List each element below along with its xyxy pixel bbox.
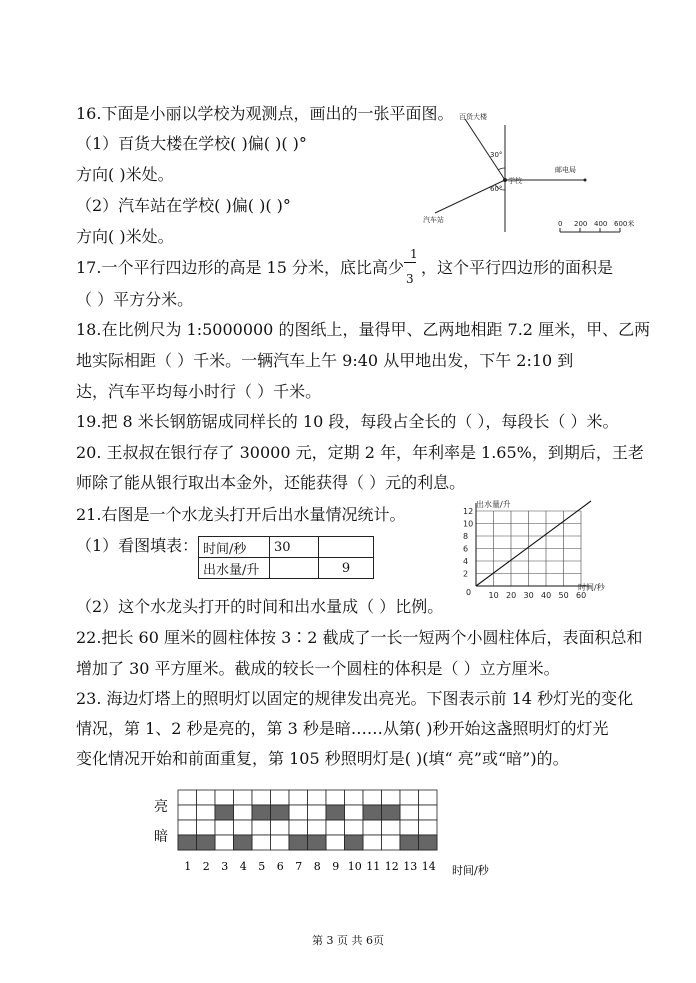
chart-ytick: 10 [463,519,474,529]
q16-line1: （1）百货大楼在学校( )偏( )( )° [76,134,307,153]
light-grid-cell [419,790,438,805]
light-grid-cell [289,820,308,835]
light-second-label: 4 [239,860,247,873]
light-grid-cell [419,820,438,835]
light-grid-cell [271,835,290,850]
map-post-point [584,179,587,182]
table-time-value: 30 [270,537,319,558]
light-grid-cell [326,835,345,850]
q23-line2: 情况，第 1、2 秒是亮的，第 3 秒是暗……从第( )秒开始这盏照明灯的灯光 [76,719,609,738]
light-dark-cell [178,835,197,850]
light-grid-cell [326,820,345,835]
light-bright-cell [252,805,271,820]
q23-line1: 23. 海边灯塔上的照明灯以固定的规律发出亮光。下图表示前 14 秒灯光的变化 [76,689,634,708]
chart-xtick: 30 [523,591,534,600]
q18-line2: 地实际相距（ ）千米。一辆汽车上午 9:40 从甲地出发，下午 2:10 到 [76,351,574,370]
light-second-label: 9 [332,860,340,873]
q16-title: 16.下面是小丽以学校为观测点，画出的一张平面图。 [76,104,454,123]
light-grid-cell [252,835,271,850]
light-chart [150,784,510,884]
light-bright-cell [326,805,345,820]
light-dark-cell [345,835,364,850]
light-grid-cell [234,820,253,835]
q18-line3: 达，汽车平均每小时行（ ）千米。 [76,382,322,401]
light-second-label: 13 [403,860,418,873]
map-dept-line [465,119,505,180]
q17-line2: （ ）平方分米。 [76,290,194,309]
light-second-label: 1 [184,860,192,873]
q21-title: 21.右图是一个水龙头打开后出水量情况统计。 [76,505,406,524]
light-grid-cell [345,805,364,820]
q16-map [415,105,645,240]
light-grid-cell [326,790,345,805]
q16-line2: 方向( )米处。 [76,165,174,184]
chart-ytick: 4 [463,557,469,566]
q19-line1: 19.把 8 米长钢筋锯成同样长的 10 段，每段占全长的（ ），每段长（ ）米。 [76,412,619,431]
q20-line1: 20. 王叔叔在银行存了 30000 元，定期 2 年，年利率是 1.65%，到期后，王老 [76,443,644,462]
light-grid-cell [197,805,216,820]
q21-fill-table [198,536,374,579]
light-second-label: 6 [276,860,284,873]
light-grid-cell [363,835,382,850]
q22-line2: 增加了 30 平方厘米。截成的较长一个圆柱的体积是（ ）立方厘米。 [76,659,560,678]
q21-sub1: （1）看图填表： [76,536,199,555]
q18-line1: 18.在比例尺为 1:5000000 的图纸上，量得甲、乙两地相距 7.2 厘米，甲、乙两 [76,320,651,339]
light-grid-cell [400,820,419,835]
light-grid-cell [178,790,197,805]
light-bright-cell [215,805,234,820]
q17-frac-bar [404,262,416,263]
q17-line1b: ，这个平行四边形的面积是 [421,258,614,277]
light-grid-cell [178,820,197,835]
light-grid-cell [419,805,438,820]
light-second-label: 7 [295,860,303,873]
map-scale-200: 200 [574,220,588,228]
light-grid-cell [215,790,234,805]
light-second-label: 11 [366,860,381,873]
chart-xtick: 60 [576,591,587,600]
table-time-blank[interactable] [319,537,374,558]
chart-ytick: 12 [463,507,474,516]
light-dark-cell [289,835,308,850]
q21-sub2: （2）这个水龙头打开的时间和出水量成（ ）比例。 [76,597,444,616]
q17-line1a: 17.一个平行四边形的高是 15 分米，底比高少 [76,258,404,277]
light-grid-cell [215,835,234,850]
light-grid-cell [197,790,216,805]
light-second-label: 10 [347,860,362,873]
light-grid-cell [234,790,253,805]
light-dark-cell [419,835,438,850]
q23-line3: 变化情况开始和前面重复，第 105 秒照明灯是( )(填“ 亮”或“暗”)的。 [76,749,569,768]
light-bright-cell [382,805,401,820]
map-scale-400: 400 [594,220,608,228]
map-scale-600: 600米 [614,220,635,228]
page-footer: 第 3 页 共 6页 [312,934,384,947]
chart-origin: 0 [466,588,472,597]
light-grid-cell [308,790,327,805]
map-label-angle2: 60° [490,185,503,193]
map-label-post: 邮电局 [555,166,576,174]
light-grid-cell [289,790,308,805]
light-grid-cell [400,805,419,820]
q17-frac-num: 1 [410,247,418,261]
table-water-blank[interactable] [270,558,319,579]
chart-xlabel: 时间/秒 [578,583,605,592]
light-second-label: 8 [313,860,321,873]
light-grid-cell [271,790,290,805]
light-grid-cell [345,820,364,835]
light-grid-cell [215,820,234,835]
water-chart [448,496,618,608]
light-grid-cell [252,820,271,835]
light-grid-cell [234,805,253,820]
chart-ytick: 6 [463,544,469,554]
map-school-point [503,178,507,182]
light-dark-cell [234,835,253,850]
light-second-label: 12 [384,860,399,873]
light-bright-cell [271,805,290,820]
light-second-label: 14 [421,860,436,873]
chart-ytick: 8 [463,532,469,541]
chart-xtick: 20 [506,591,517,600]
light-xlabel: 时间/秒 [452,864,489,877]
light-grid-cell [382,820,401,835]
map-label-angle1: 30° [490,151,503,159]
map-label-department: 百货大楼 [459,113,487,121]
table-header-water: 出水量/升 [199,558,270,579]
light-grid-cell [197,820,216,835]
light-label-bright: 亮 [154,799,168,815]
light-label-dark: 暗 [154,829,168,845]
light-grid-cell [252,790,271,805]
map-scale-bar [558,219,634,232]
map-label-school: 学校 [508,177,522,185]
q16-line3: （2）汽车站在学校( )偏( )( )° [76,196,291,215]
table-water-value: 9 [319,558,374,579]
light-grid-cell [400,790,419,805]
light-grid-cell [345,790,364,805]
light-grid-cell [308,805,327,820]
map-label-bus: 汽车站 [423,216,444,224]
light-grid-cell [289,805,308,820]
light-bright-cell [363,805,382,820]
light-second-label: 3 [221,860,229,873]
light-grid-cell [382,835,401,850]
light-grid-cell [308,820,327,835]
chart-xtick: 40 [541,591,552,600]
light-dark-cell [400,835,419,850]
q20-line2: 师除了能从银行取出本金外，还能获得（ ）元的利息。 [76,473,466,492]
light-dark-cell [308,835,327,850]
table-header-time: 时间/秒 [199,537,270,558]
chart-ylabel: 出水量/升 [476,500,511,509]
light-grid-cell [382,790,401,805]
light-grid-cell [363,790,382,805]
q16-line4: 方向( )米处。 [76,227,174,246]
chart-xtick: 10 [488,591,499,600]
light-dark-cell [197,835,216,850]
light-second-label: 5 [258,860,266,873]
chart-ytick: 2 [463,569,469,579]
q22-line1: 22.把长 60 厘米的圆柱体按 3∶2 截成了一长一短两个小圆柱体后，表面积总和 [76,628,643,647]
map-scale-0: 0 [558,220,563,228]
chart-xtick: 50 [558,591,569,600]
light-second-label: 2 [202,860,210,873]
light-grid-cell [271,820,290,835]
light-grid-cell [178,805,197,820]
q17-frac-den: 3 [406,272,414,286]
light-grid-cell [363,820,382,835]
